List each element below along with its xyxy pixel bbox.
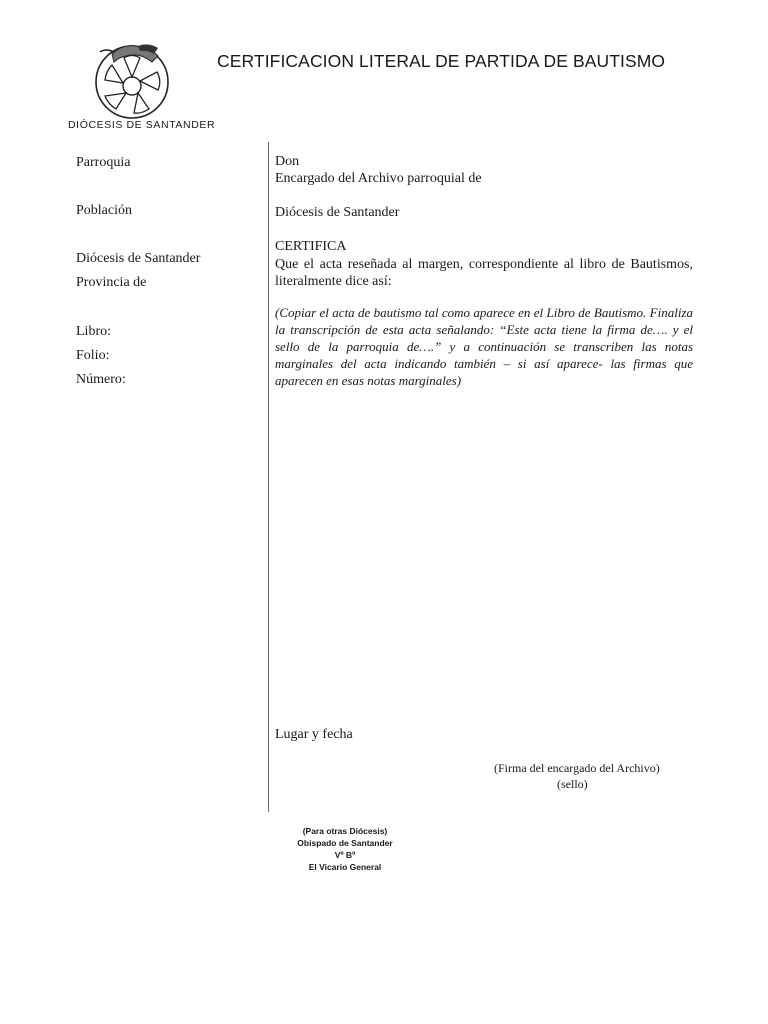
seal-label: (sello) [557, 777, 588, 791]
libro-label: Libro: [76, 324, 111, 339]
parroquia-label: Parroquia [76, 155, 131, 170]
certifica-heading: CERTIFICA [275, 239, 347, 254]
archive-signature-label: (Firma del encargado del Archivo) [494, 761, 660, 775]
footer-other-dioceses: (Para otras Diócesis) [302, 826, 388, 836]
don-line: Don [275, 154, 300, 169]
footer-vicario: El Vicario General [308, 862, 382, 872]
encargado-line: Encargado del Archivo parroquial de [275, 171, 482, 186]
certificate-body: Que el acta reseñada al margen, correspondiente al libro de Bautismos, literalmente dice así: [275, 257, 693, 289]
footer-visto-bueno: Vº Bº [334, 850, 356, 860]
lugar-fecha-line: Lugar y fecha [275, 727, 353, 742]
poblacion-label: Población [76, 203, 132, 218]
diocese-caption: DIÓCESIS DE SANTANDER [68, 119, 216, 131]
folio-label: Folio: [76, 348, 110, 363]
transcription-note: (Copiar el acta de bautismo tal como aparece en el Libro de Bautismo. Finaliza la transcripción de esta acta señalando: “Este acta tiene la firma de…. y el sello de la parroquia de….” y a continuación se transcriben las notas marginales del acta indicando también – si así aparece- las firmas que aparecen en esas notas marginales) [275, 305, 693, 388]
diocesis-line: Diócesis de Santander [275, 205, 400, 220]
numero-label: Número: [76, 372, 126, 387]
page-title: CERTIFICACION LITERAL DE PARTIDA DE BAUTISMO [217, 51, 666, 71]
diocese-emblem-icon [92, 40, 174, 120]
footer-obispado: Obispado de Santander [297, 838, 393, 848]
diocesis-label: Diócesis de Santander [76, 251, 201, 266]
column-divider [268, 142, 269, 812]
provincia-label: Provincia de [76, 275, 147, 290]
